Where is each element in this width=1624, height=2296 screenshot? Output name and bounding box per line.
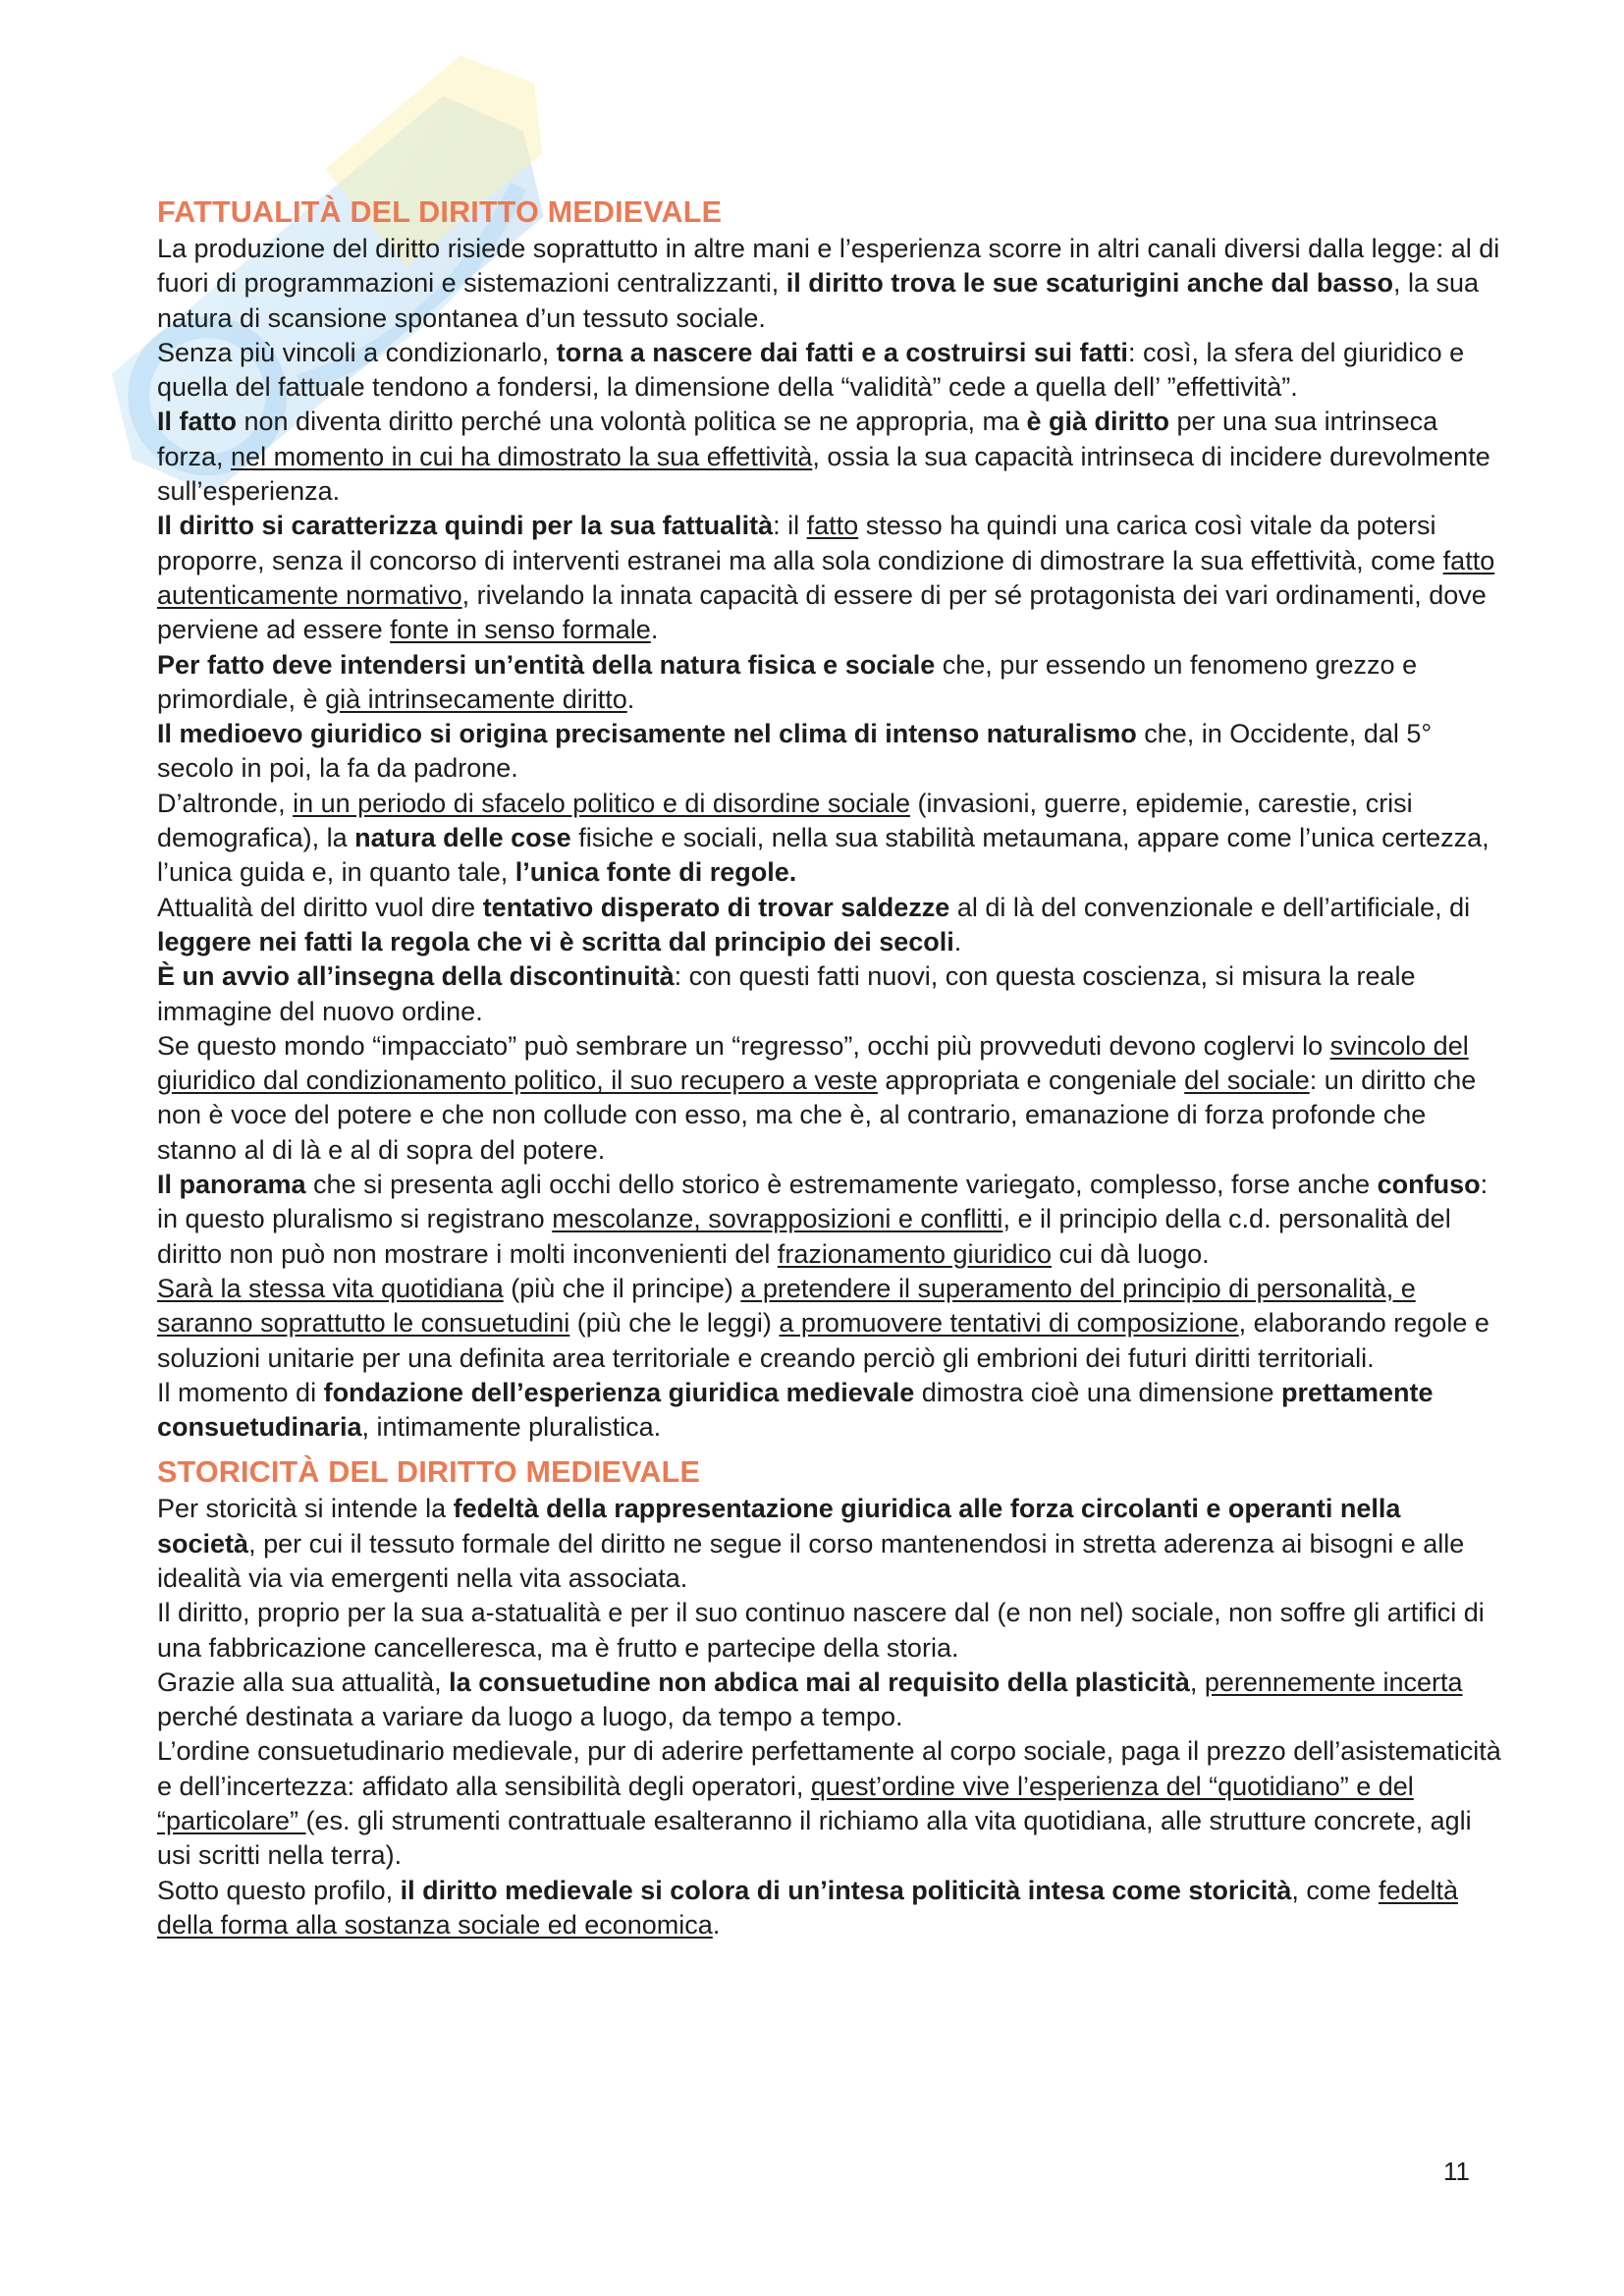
paragraph: Il medioevo giuridico si origina precisamente nel clima di intenso naturalismo che, in Occidente, dal 5° secolo in poi, la fa da padrone. [157, 719, 1433, 784]
paragraph: Il panorama che si presenta agli occhi dello storico è estremamente variegato, complesso, forse anche confuso: in questo pluralismo si registrano mescolanze, sovrapposizioni e conflitti, e il principio della c.d. personalità del diritto non può non mostrare i molti inconvenienti del frazionamento giuridico cui dà luogo. [157, 1170, 1489, 1269]
document-page [157, 192, 1502, 1942]
paragraph: Il fatto non diventa diritto perché una volontà politica se ne appropria, ma è già diritto per una sua intrinseca forza, nel momento in cui ha dimostrato la sua effettività, ossia la sua capacità intrinseca di incidere durevolmente sull’esperienza. [157, 407, 1490, 507]
paragraph: Il momento di fondazione dell’esperienza giuridica medievale dimostra cioè una dimensione prettamente consuetudinaria, intimamente pluralistica. [157, 1377, 1434, 1443]
paragraph: Per fatto deve intendersi un’entità della natura fisica e sociale che, pur essendo un fenomeno grezzo e primordiale, è già intrinsecamente diritto. [157, 649, 1418, 714]
paragraph: Sotto questo profilo, il diritto medievale si colora di un’intesa politicità intesa come storicità, come fedeltà della forma alla sostanza sociale ed economica. [157, 1875, 1459, 1940]
section-title-fattualita: FATTUALITÀ DEL DIRITTO MEDIEVALE [157, 195, 723, 229]
paragraph: Senza più vincoli a condizionarlo, torna a nascere dai fatti e a costruirsi sui fatti: così, la sfera del giuridico e quella del fattuale tendono a fondersi, la dimensione della “validità” cede a quella dell’ ”effettività”. [157, 337, 1465, 403]
paragraph: Il diritto, proprio per la sua a-statualità e per il suo continuo nascere dal (e non nel) sociale, non soffre gli artifici di una fabbricazione cancelleresca, ma è frutto e partecipe della storia. [157, 1598, 1485, 1663]
paragraph: Per storicità si intende la fedeltà della rappresentazione giuridica alle forza circolanti e operanti nella società, per cui il tessuto formale del diritto ne segue il corso mantenendosi in stretta aderenza ai bisogni e alle idealità via via emergenti nella vita associata. [157, 1494, 1465, 1593]
section-title-storicita: STORICITÀ DEL DIRITTO MEDIEVALE [157, 1455, 700, 1490]
paragraph: L’ordine consuetudinario medievale, pur di aderire perfettamente al corpo sociale, paga il prezzo dell’asistematicità e dell’incertezza: affidato alla sensibilità degli operatori, quest’ordine vive l’esperienza del “quotidiano” e del “particolare” (es. gli strumenti contrattuale esalteranno il richiamo alla vita quotidiana, alle strutture concrete, agli usi scritti nella terra). [157, 1736, 1501, 1871]
paragraph: Sarà la stessa vita quotidiana (più che il principe) a pretendere il superamento del principio di personalità, e saranno soprattutto le consuetudini (più che le leggi) a promuovere tentativi di composizione, elaborando regole e soluzioni unitarie per una definita area territoriale e creando perciò gli embrioni dei futuri diritti territoriali. [157, 1273, 1489, 1373]
paragraph: È un avvio all’insegna della discontinuità: con questi fatti nuovi, con questa coscienza, si misura la reale immagine del nuovo ordine. [157, 961, 1416, 1026]
paragraph: D’altronde, in un periodo di sfacelo politico e di disordine sociale (invasioni, guerre, epidemie, carestie, crisi demografica), la natura delle cose fisiche e sociali, nella sua stabilità metaumana, appare come l’unica certezza, l’unica guida e, in quanto tale, l’unica fonte di regole. [157, 788, 1489, 888]
page-number: 11 [1443, 2157, 1470, 2186]
paragraph: Il diritto si caratterizza quindi per la sua fattualità: il fatto stesso ha quindi una carica così vitale da potersi proporre, senza il concorso di interventi estranei ma alla sola condizione di dimostrare la sua effettività, come fatto autenticamente normativo, rivelando la innata capacità di essere di per sé protagonista dei vari ordinamenti, dove perviene ad essere fonte in senso formale. [157, 511, 1495, 645]
paragraph: Grazie alla sua attualità, la consuetudine non abdica mai al requisito della plasticità, perennemente incerta perché destinata a variare da luogo a luogo, da tempo a tempo. [157, 1667, 1463, 1732]
paragraph: Se questo mondo “impacciato” può sembrare un “regresso”, occhi più provveduti devono coglervi lo svincolo del giuridico dal condizionamento politico, il suo recupero a veste appropriata e congeniale del sociale: un diritto che non è voce del potere e che non collude con esso, ma che è, al contrario, emanazione di forza profonde che stanno al di là e al di sopra del potere. [157, 1030, 1477, 1165]
paragraph: La produzione del diritto risiede soprattutto in altre mani e l’esperienza scorre in altri canali diversi dalla legge: al di fuori di programmazioni e sistemazioni centralizzanti, il diritto trova le sue scaturigini anche dal basso, la sua natura di scansione spontanea d’un tessuto sociale. [157, 234, 1500, 333]
paragraph: Attualità del diritto vuol dire tentativo disperato di trovar saldezze al di là del convenzionale e dell’artificiale, di leggere nei fatti la regola che vi è scritta dal principio dei secoli. [157, 892, 1471, 957]
